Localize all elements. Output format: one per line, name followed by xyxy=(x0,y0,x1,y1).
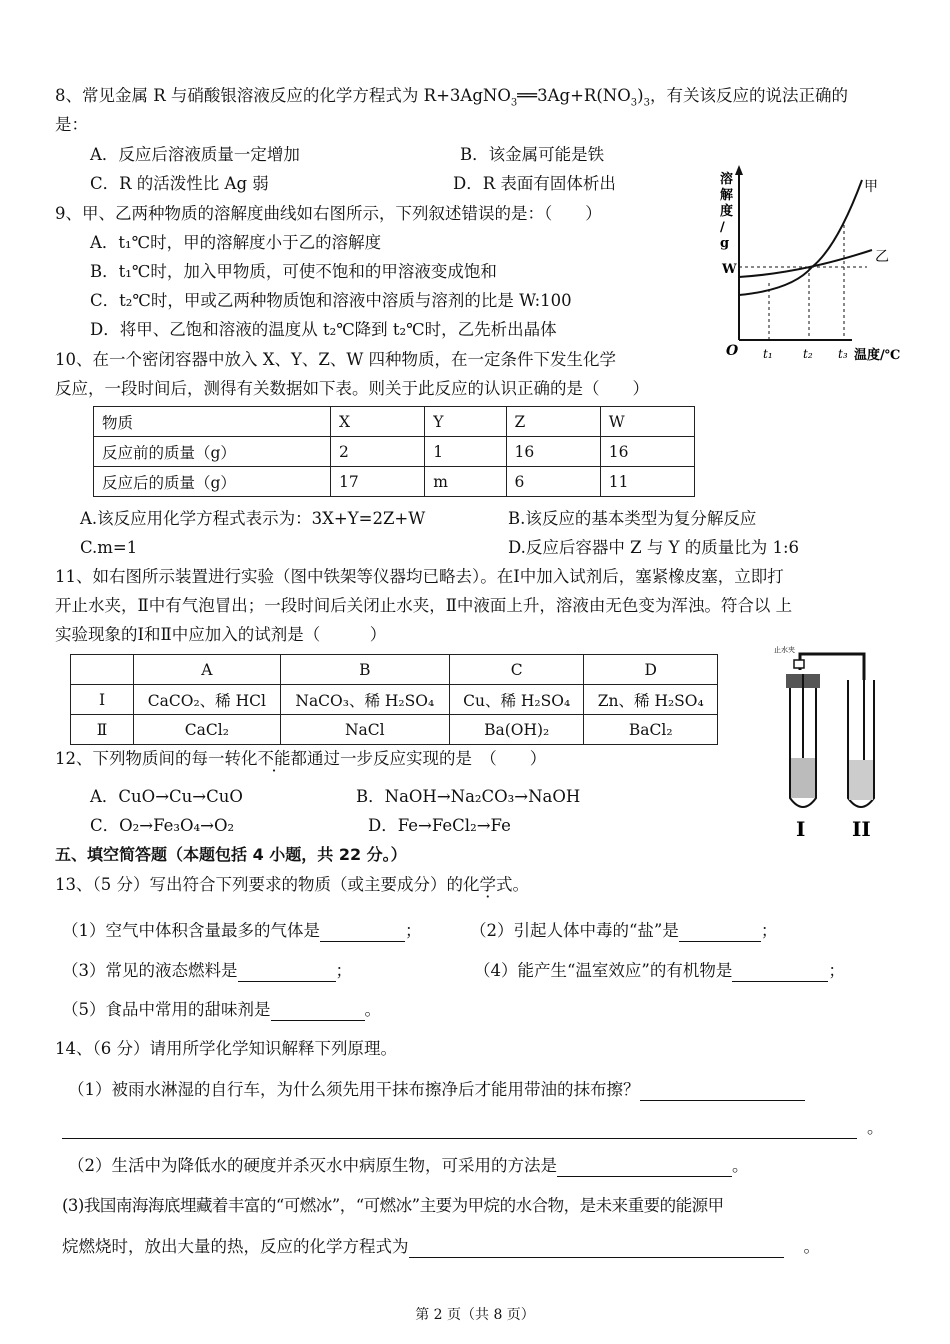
label-2: II xyxy=(852,817,871,840)
y-label-1: 溶 xyxy=(720,172,734,187)
q14-stem: 14、（6 分）请用所学化学知识解释下列原理。 xyxy=(55,1039,397,1058)
table-cell: Z xyxy=(506,407,600,437)
curve-yi-label: 乙 xyxy=(875,249,889,265)
q9-stem: 9、甲、乙两种物质的溶解度曲线如右图所示，下列叙述错误的是：（ ） xyxy=(55,204,602,223)
answer-blank-4[interactable] xyxy=(732,965,828,982)
y-label-4: / xyxy=(720,220,725,235)
table-cell: Ⅰ xyxy=(71,685,134,715)
w-label: W xyxy=(722,262,737,277)
apparatus-figure xyxy=(772,640,892,840)
page-number: 第 2 页（共 8 页） xyxy=(415,1307,535,1323)
table-row xyxy=(71,655,718,685)
tick-t1: t₁ xyxy=(763,347,773,361)
q10-option-d: D.反应后容器中 Z 与 Y 的质量比为 1:6 xyxy=(508,538,800,557)
table-cell: 6 xyxy=(506,467,600,497)
q8-stem: 8、常见金属 R 与硝酸银溶液反应的化学方程式为 $R+3AgNO_3══3Ag+R(NO_3)_3$，有关该反应的说法正确的 xyxy=(55,86,848,109)
q10-stem-1: 10、在一个密闭容器中放入 X、Y、Z、W 四种物质，在一定条件下发生化学 xyxy=(55,350,617,369)
table-cell: 11 xyxy=(600,467,694,497)
table-cell: 2 xyxy=(331,437,425,467)
table-cell: Ba(OH)₂ xyxy=(449,715,584,745)
q9-option-c: C．t₂℃时，甲或乙两种物质饱和溶液中溶质与溶剂的比是 W:100 xyxy=(90,291,572,310)
answer-blank-5[interactable] xyxy=(271,1004,365,1021)
q14-part-1: （1）被雨水淋湿的自行车，为什么须先用干抹布擦净后才能用带油的抹布擦？ xyxy=(68,1079,805,1101)
table-cell: C xyxy=(449,655,584,685)
table-row xyxy=(94,407,695,437)
answer-blank-7[interactable] xyxy=(62,1122,857,1139)
table-cell: Ⅱ xyxy=(71,715,134,745)
q12-stem: 12、下列物质间的每一转化不能都通过一步反应实现的是 （ ） xyxy=(55,749,547,768)
table-cell: X xyxy=(331,407,425,437)
q13-item-5: （5）食品中常用的甜味剂是 。 xyxy=(62,1000,381,1019)
q9-option-d: D．将甲、乙饱和溶液的温度从 t₂℃降到 t₂℃时，乙先析出晶体 xyxy=(90,320,557,339)
y-label-5: g xyxy=(720,236,730,251)
table-cell: CaCl₂ xyxy=(134,715,281,745)
solubility-chart xyxy=(712,155,922,370)
q12-option-a: A．CuO→Cu→CuO xyxy=(90,787,243,806)
table-cell: D xyxy=(584,655,718,685)
q10-option-a: A.该反应用化学方程式表示为：3X+Y=2Z+W xyxy=(80,509,426,528)
table-cell: m xyxy=(425,467,506,497)
table-cell: B xyxy=(280,655,449,685)
q12-option-d: D．Fe→FeCl₂→Fe xyxy=(368,816,511,835)
q12-option-c: C．O₂→Fe₃O₄→O₂ xyxy=(90,816,235,835)
q12-option-b: B．NaOH→Na₂CO₃→NaOH xyxy=(356,787,581,806)
table-cell xyxy=(71,655,134,685)
table-cell: Y xyxy=(425,407,506,437)
q8-option-d: D．R 表面有固体析出 xyxy=(453,174,616,193)
origin-label: O xyxy=(726,343,739,359)
table-cell: A xyxy=(134,655,281,685)
tick-t3: t₃ xyxy=(838,347,848,361)
table-cell: NaCO₃、稀 H₂SO₄ xyxy=(280,685,449,715)
table-cell: 反应前的质量（g） xyxy=(94,437,331,467)
q9-option-a: A．t₁℃时，甲的溶解度小于乙的溶解度 xyxy=(90,233,382,252)
q11-table xyxy=(70,654,718,745)
q13-item-1: （1）空气中体积含量最多的气体是 ； xyxy=(62,921,422,940)
q11-stem-3: 实验现象的Ⅰ和Ⅱ中应加入的试剂是（ ） xyxy=(55,625,387,644)
q13-item-2: （2）引起人体中毒的“盐”是 ； xyxy=(470,921,778,940)
q14-part-1-line-2: 。 xyxy=(62,1117,884,1139)
tick-t2: t₂ xyxy=(803,347,813,361)
q14-part-2: （2）生活中为降低水的硬度并杀灭水中病原生物，可采用的方法是 。 xyxy=(68,1156,749,1175)
answer-blank-2[interactable] xyxy=(679,925,761,942)
q11-stem-2: 开止水夹，Ⅱ中有气泡冒出；一段时间后关闭止水夹，Ⅱ中液面上升，溶液由无色变为浑浊。符合以 上 xyxy=(55,596,793,615)
answer-blank-8[interactable] xyxy=(557,1160,732,1177)
q8-option-b: B．该金属可能是铁 xyxy=(460,145,605,164)
y-axis-arrow xyxy=(735,165,743,175)
q9-option-b: B．t₁℃时，加入甲物质，可使不饱和的甲溶液变成饱和 xyxy=(90,262,497,281)
q8-option-a: A．反应后溶液质量一定增加 xyxy=(90,145,300,164)
q8-stem-2: 是： xyxy=(55,115,88,134)
table-cell: 1 xyxy=(425,437,506,467)
answer-blank-1[interactable] xyxy=(320,925,405,942)
table-cell: NaCl xyxy=(280,715,449,745)
x-axis-label: 温度/℃ xyxy=(854,348,901,363)
y-label-2: 解 xyxy=(720,188,734,203)
clamp xyxy=(794,660,804,668)
table-cell: BaCl₂ xyxy=(584,715,718,745)
y-label-3: 度 xyxy=(720,204,734,219)
q10-option-c: C.m=1 xyxy=(80,538,138,557)
q13-item-3: （3）常见的液态燃料是 ； xyxy=(62,961,352,980)
table-cell: Cu、稀 H₂SO₄ xyxy=(449,685,584,715)
table-cell: 16 xyxy=(600,437,694,467)
q10-table xyxy=(93,406,695,497)
table-row xyxy=(71,715,718,745)
table-cell: 17 xyxy=(331,467,425,497)
q14-part-3-line-2: 烷燃烧时，放出大量的热，反应的化学方程式为 。 xyxy=(62,1237,820,1256)
table-row xyxy=(71,685,718,715)
q10-stem-2: 反应，一段时间后，测得有关数据如下表。则关于此反应的认识正确的是（ ） xyxy=(55,379,649,398)
answer-blank-3[interactable] xyxy=(238,965,336,982)
answer-blank-9[interactable] xyxy=(409,1241,784,1258)
q13-stem: 13、（5 分）写出符合下列要求的物质（或主要成分）的化学式。 xyxy=(55,875,529,894)
label-1: I xyxy=(796,817,806,840)
table-cell: 16 xyxy=(506,437,600,467)
q10-option-b: B.该反应的基本类型为复分解反应 xyxy=(508,509,757,528)
table-cell: Zn、稀 H₂SO₄ xyxy=(584,685,718,715)
table-cell: W xyxy=(600,407,694,437)
table-cell: 物质 xyxy=(94,407,331,437)
q11-stem-1: 11、如右图所示装置进行实验（图中铁架等仪器均已略去）。在Ⅰ中加入试剂后，塞紧橡皮塞，立即打 xyxy=(55,567,784,586)
table-cell: CaCO₂、稀 HCl xyxy=(134,685,281,715)
table-row xyxy=(94,437,695,467)
answer-blank-6[interactable] xyxy=(640,1084,805,1101)
q13-item-4: （4）能产生“温室效应”的有机物是 ； xyxy=(474,961,845,980)
section-5-title: 五、填空简答题（本题包括 4 小题，共 22 分。） xyxy=(55,845,407,864)
table-cell: 反应后的质量（g） xyxy=(94,467,331,497)
q14-part-3: (3)我国南海海底埋藏着丰富的“可燃冰”，“可燃冰”主要为甲烷的水合物，是未来重要的能源甲 xyxy=(62,1196,724,1215)
table-row xyxy=(94,467,695,497)
liquid-1 xyxy=(791,758,815,798)
clamp-label: 止水夹 xyxy=(774,646,795,654)
liquid-2 xyxy=(849,760,873,800)
curve-jia-label: 甲 xyxy=(864,179,878,195)
q8-option-c: C．R 的活泼性比 Ag 弱 xyxy=(90,174,269,193)
